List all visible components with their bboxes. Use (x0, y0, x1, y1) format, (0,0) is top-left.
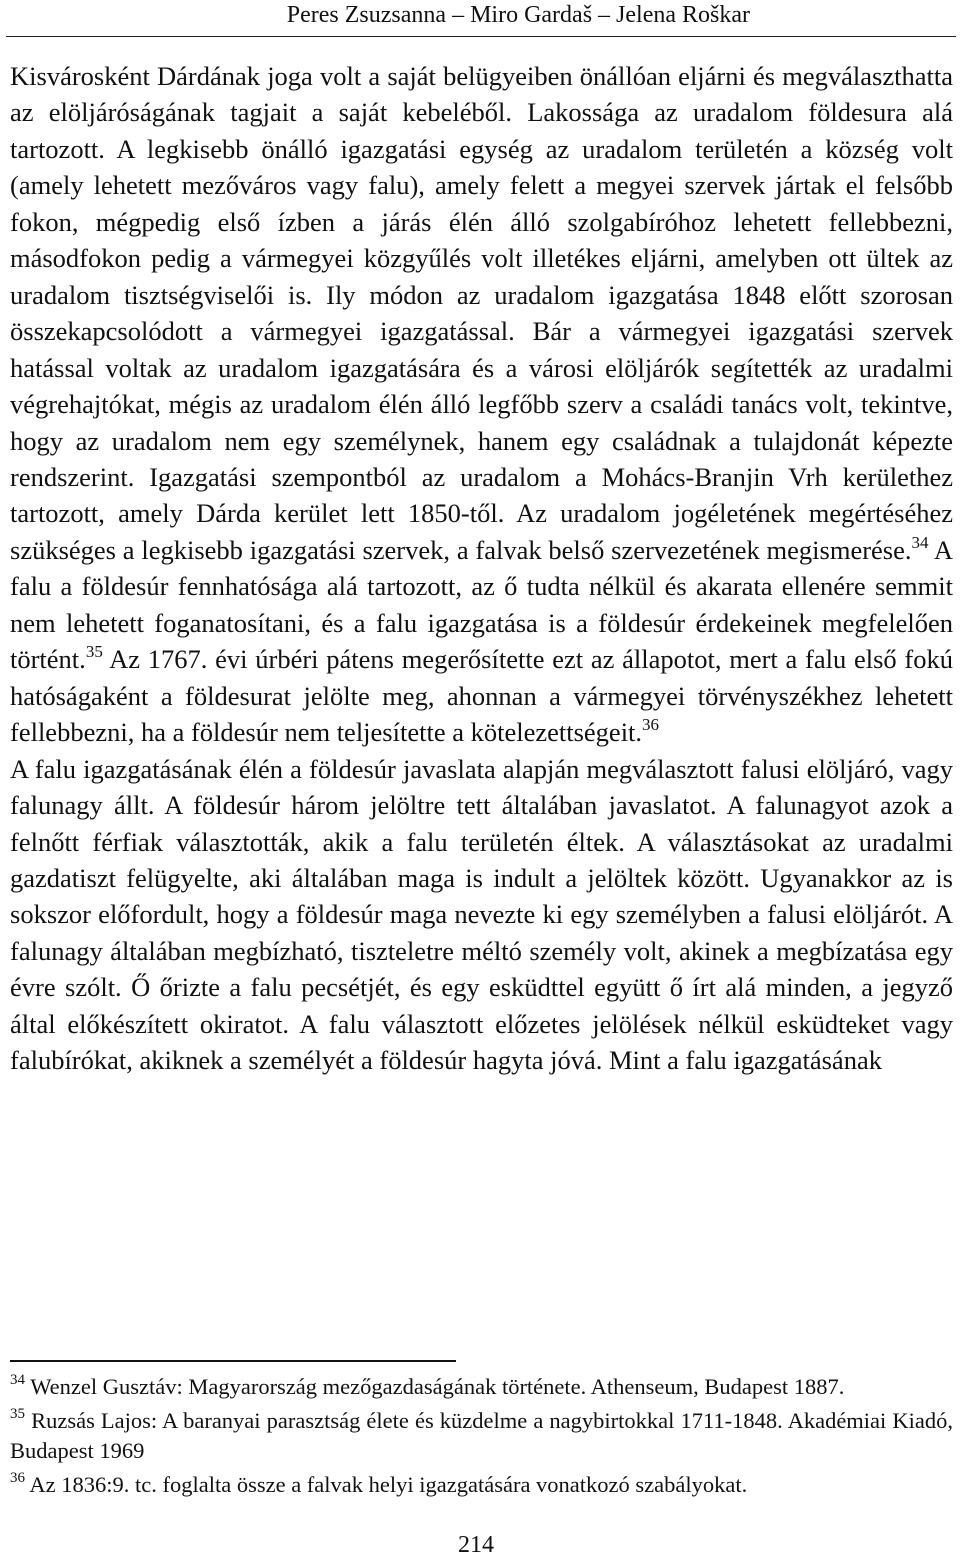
page-number: 214 (458, 1532, 494, 1558)
footnote-number: 34 (10, 1372, 25, 1388)
paragraph-1-text-c: Az 1767. évi úrbéri pátens megerősítette ezt az állapotot, mert a falu első fokú hatóságaként a földesurat jelölte meg, ahonnan a vármegyei törvényszékhez lehetett fellebbezni, ha a földesúr nem teljesítette a kötelezettségeit. (10, 644, 953, 748)
footnotes (10, 1372, 953, 1503)
footnote-36 (10, 1470, 953, 1501)
footnote-ref-36: 36 (642, 715, 660, 735)
footnote-35 (10, 1406, 953, 1467)
footnote-ref-34: 34 (911, 532, 929, 552)
paragraph-1-text-a: Kisvárosként Dárdának joga volt a saját belügyeiben önállóan eljárni és megválaszthatta az elöljáróságának tagjait a saját kebeléből. Lakossága az uradalom földesura alá tartozott. A legkisebb önálló igazgatási egység az uradalom területén a község volt (amely lehetett mezőváros vagy falu), amely felett a megyei szervek jártak el felsőbb fokon, mégpedig első ízben a járás élén álló szolgabíróhoz lehetett fellebbezni, másodfokon pedig a vármegyei közgyűlés volt illetékes eljárni, amelyben ott ültek az uradalom tisztségviselői is. Ily módon az uradalom igazgatása 1848 előtt szorosan összekapcsolódott a vármegyei igazgatással. Bár a vármegyei igazgatási szervek hatással voltak az uradalom igazgatására és a városi elöljárók segítették az uradalmi végrehajtókat, mégis az uradalom élén álló legfőbb szerv a családi tanács volt, tekintve, hogy az uradalom nem egy személynek, hanem egy családnak a tulajdonát képezte rendszerint. Igazgatási szempontból az uradalom a Mohács-Branjin Vrh kerülethez tartozott, amely Dárda kerület lett 1850-től. Az uradalom jogéletének megértéséhez szükséges a legkisebb igazgatási szervek, a falvak belső szervezetének megismerése. (10, 61, 953, 565)
footnote-number: 35 (10, 1405, 25, 1422)
footnote-separator (10, 1360, 456, 1362)
footnote-text: Wenzel Gusztáv: Magyarország mezőgazdaságának története. Athenseum, Budapest 1887. (25, 1374, 845, 1399)
footnote-ref-35: 35 (85, 642, 103, 662)
main-text (10, 58, 953, 1079)
header-divider (6, 36, 956, 37)
footnote-text: Ruzsás Lajos: A baranyai parasztság élete és küzdelme a nagybirtokkal 1711-1848. Akadémiai Kiadó, Budapest 1969 (10, 1407, 953, 1463)
footnote-34 (10, 1372, 953, 1403)
footnote-text: Az 1836:9. tc. foglalta össze a falvak helyi igazgatására vonatkozó szabályokat. (25, 1471, 748, 1497)
paragraph-1-text-b: A falu a földesúr fennhatósága alá tartozott, az ő tudta nélkül és akarata ellenére semmit nem lehetett foganatosítani, és a falu igazgatása is a földesúr érdekeinek megfelelően történt. (10, 534, 953, 675)
footnote-number: 36 (10, 1469, 25, 1486)
paragraph-1 (10, 58, 953, 751)
paragraph-2: A falu igazgatásának élén a földesúr javaslata alapján megválasztott falusi elöljáró, vagy falunagy állt. A földesúr három jelöltre tett általában javaslatot. A falunagyot azok a felnőtt férfiak választották, akik a falu területén éltek. A választásokat az uradalmi gazdatiszt felügyelte, aki általában maga is indult a jelöltek között. Ugyanakkor az is sokszor előfordult, hogy a földesúr maga nevezte ki egy személyben a falusi elöljárót. A falunagy általában megbízható, tiszteletre méltó személy volt, akinek a megbízatása egy évre szólt. Ő őrizte a falu pecsétjét, és egy esküdttel együtt ő írt alá minden, a jegyző által előkészített okiratot. A falu választott előzetes jelölések nélkül esküdteket vagy falubírókat, akiknek a személyét a földesúr hagyta jóvá. Mint a falu igazgatásának (10, 753, 953, 1076)
running-header: Peres Zsuzsanna – Miro Gardaš – Jelena Roškar (286, 2, 750, 28)
